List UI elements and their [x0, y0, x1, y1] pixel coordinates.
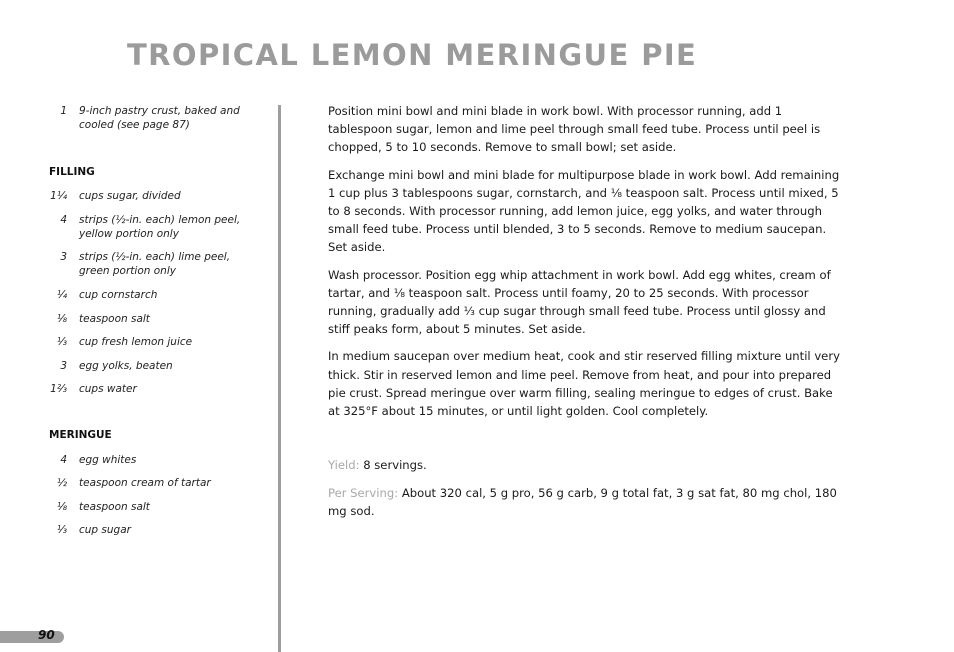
- ingredient-text: strips (½-in. each) lime peel, green portion only: [79, 251, 231, 277]
- yield-line: [328, 456, 843, 474]
- ingredient-text: egg whites: [79, 454, 137, 466]
- ingredient-qty: 4: [60, 214, 67, 226]
- ingredient-text: cup fresh lemon juice: [79, 336, 193, 348]
- ingredient-text: cups sugar, divided: [79, 190, 181, 202]
- ingredient-qty: ½: [56, 477, 67, 489]
- direction-step: Exchange mini bowl and mini blade for multipurpose blade in work bowl. Add remaining 1 cup plus 3 tablespoons sugar, cornstarch, and ⅛ teaspoon salt. Process until mixed, 5 to 8 seconds. With processor running, add lemon juice, egg yolks, and water through small feed tube. Process until blended, 3 to 5 seconds. Remove to medium saucepan. Set aside.: [328, 167, 840, 255]
- ingredient-qty: 3: [60, 360, 67, 372]
- ingredient-qty: 4: [60, 454, 67, 466]
- ingredient-qty: 3: [60, 251, 67, 263]
- per-serving-value: About 320 cal, 5 g pro, 56 g carb, 9 g total fat, 3 g sat fat, 80 mg chol, 180 mg sod.: [328, 486, 837, 519]
- direction-step: In medium saucepan over medium heat, cook and stir reserved filling mixture until very thick. Stir in reserved lemon and lime peel. Remove from heat, and pour into prepared pie crust. Spread meringue over warm filling, sealing meringue to edges of crust. Bake at 325°F about 15 minutes, or until light golden. Cool completely.: [328, 349, 840, 419]
- page-number: 90: [38, 628, 55, 642]
- ingredient-qty: 1: [60, 105, 67, 117]
- ingredient-qty: ⅛: [56, 501, 67, 513]
- per-serving-label: Per Serving:: [328, 486, 399, 500]
- ingredient-qty: ⅛: [56, 313, 67, 325]
- ingredient-text: egg yolks, beaten: [79, 360, 173, 372]
- ingredient-qty: ⅓: [56, 336, 67, 348]
- ingredient-qty: 1¼: [50, 190, 67, 202]
- column-divider: [278, 105, 281, 652]
- ingredient-text: teaspoon cream of tartar: [79, 477, 211, 489]
- ingredient-text: teaspoon salt: [79, 313, 150, 325]
- yield-value: 8 servings.: [363, 458, 427, 472]
- ingredient-qty: ⅓: [56, 524, 67, 536]
- per-serving-line: [328, 484, 843, 520]
- ingredient-text: cup cornstarch: [79, 289, 158, 301]
- ingredient-qty: 1⅔: [50, 383, 67, 395]
- ingredient-text: cup sugar: [79, 524, 131, 536]
- ingredient-qty: ¼: [56, 289, 67, 301]
- ingredient-text: cups water: [79, 383, 137, 395]
- direction-step: Position mini bowl and mini blade in work bowl. With processor running, add 1 tablespoon sugar, lemon and lime peel through small feed tube. Process until peel is chopped, 5 to 10 seconds. Remove to small bowl; set aside.: [328, 104, 821, 155]
- meringue-heading: MERINGUE: [49, 429, 112, 441]
- ingredient-text: strips (½-in. each) lemon peel, yellow portion only: [79, 214, 241, 240]
- direction-step: Wash processor. Position egg whip attachment in work bowl. Add egg whites, cream of tartar, and ⅛ teaspoon salt. Process until foamy, 20 to 25 seconds. With processor running, gradually add ⅓ cup sugar through small feed tube. Process until glossy and stiff peaks form, about 5 minutes. Set aside.: [328, 267, 831, 337]
- recipe-title: TROPICAL LEMON MERINGUE PIE: [127, 38, 698, 72]
- yield-label: Yield:: [328, 458, 360, 472]
- filling-heading: FILLING: [49, 166, 95, 178]
- ingredient-text: 9-inch pastry crust, baked and cooled (see page 87): [79, 105, 240, 131]
- ingredient-text: teaspoon salt: [79, 501, 150, 513]
- directions-column: [328, 102, 843, 429]
